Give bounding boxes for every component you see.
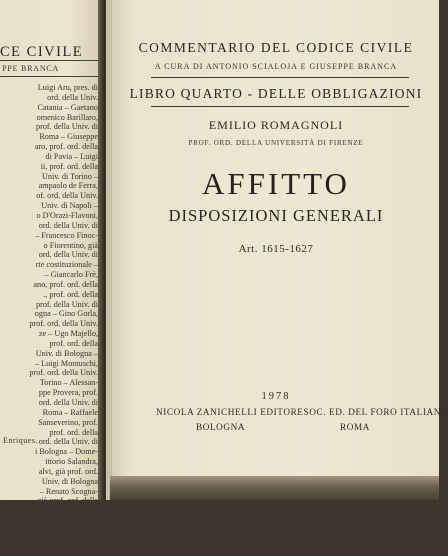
cities-row xyxy=(156,422,416,434)
contributor-line: rte costituzionale – xyxy=(35,260,98,270)
contributor-line: – Giancarlo Frè, xyxy=(44,270,98,280)
contributor-line: ord. della Univ. di xyxy=(38,220,98,230)
left-series-subtitle: PPE BRANCA xyxy=(2,64,60,73)
contributor-line: prof. della Univ. di xyxy=(36,122,98,132)
contributor-line: Roma – Giuseppe xyxy=(39,132,98,142)
contributor-line: ord. della Univ. di xyxy=(38,398,98,407)
contributors-list xyxy=(3,83,98,556)
publishers-row xyxy=(156,407,448,417)
contributor-line: – Francesco Finoc- xyxy=(35,230,98,240)
contributor-line: ord. della Univ. di xyxy=(38,250,98,260)
contributor-line: Torino – Alessan- xyxy=(39,378,98,388)
rule-top xyxy=(151,77,409,78)
contributor-line: ano, prof. ord. della xyxy=(33,279,98,289)
contributor-line: ppe Provera, prof. xyxy=(38,388,98,398)
left-rule-bottom xyxy=(0,76,98,77)
city-right: ROMA xyxy=(340,422,370,432)
contributor-line: Roma – Raffaele xyxy=(42,407,98,417)
contributor-line: di sez. della Corte xyxy=(38,535,98,545)
contributor-line: i Bologna – Dome- xyxy=(35,447,98,457)
publisher-left: NICOLA ZANICHELLI EDITORE xyxy=(156,407,304,417)
contributor-line: Luigi Aru, pres. di xyxy=(37,83,98,92)
contributor-line: Talamanca, prof. xyxy=(42,525,98,535)
contributor-line: Univ. di Bologna xyxy=(41,476,98,486)
contributor-line: prof. ord. della xyxy=(49,427,98,437)
contributor-line: ord. della Univ. di xyxy=(38,437,98,447)
contributor-line: ze – Ugo Majello, xyxy=(38,329,98,339)
author-name: EMILIO ROMAGNOLI xyxy=(208,118,344,132)
contributor-line: Univ. di Torino – xyxy=(41,171,98,181)
contributor-line: ampaolo de Ferra, xyxy=(38,181,98,191)
main-title: AFFITTO xyxy=(202,166,350,201)
article-range: Art. 1615-1627 xyxy=(238,243,314,255)
contributor-line: Catania – Gaetano xyxy=(37,102,98,112)
contributor-line: Univ. di Padova – xyxy=(39,516,98,526)
contributor-line: prof. ord. della Univ. xyxy=(29,368,98,378)
contributor-line: ittorio Salandra, xyxy=(45,457,98,467)
contributor-line: ., prof. ord. della xyxy=(43,289,98,299)
contributor-line: ii, prof. ord. della xyxy=(40,161,98,171)
title-page xyxy=(113,0,448,476)
contributor-line: – Renato Scogna- xyxy=(39,486,98,496)
publisher-right: SOC. ED. DEL FORO ITALIANO xyxy=(303,407,448,417)
left-page xyxy=(0,0,98,555)
rule-bottom xyxy=(151,106,409,107)
contributor-line: alvi, già prof. ord. xyxy=(38,466,98,476)
contributor-line: prof. ord. della Univ. xyxy=(29,319,98,329)
contributor-line: già prof. ord. della xyxy=(37,496,98,506)
contributor-line: Sanseverino, prof. xyxy=(38,417,98,427)
contributor-line: o Fiorentino, già xyxy=(43,240,98,250)
contributor-line: aro, prof. ord. della xyxy=(34,142,98,152)
contributor-line: Univ. di Napoli – xyxy=(41,201,98,211)
contributor-line: niv. di Napoli. xyxy=(51,545,98,555)
city-left: BOLOGNA xyxy=(196,422,246,432)
left-footer: Enriques. xyxy=(3,436,38,445)
subtitle: DISPOSIZIONI GENERALI xyxy=(168,206,384,225)
contributor-line: Univ. di Bologna – xyxy=(35,348,98,358)
book-bottom-edge xyxy=(110,476,439,500)
series-editors: A CURA DI ANTONIO SCIALOJA E GIUSEPPE BRANCA xyxy=(154,62,398,71)
publication-year: 1978 xyxy=(261,391,291,402)
author-role: PROF. ORD. DELLA UNIVERSITÀ DI FIRENZE xyxy=(188,139,364,147)
contributor-line: – Luigi Montuschi, xyxy=(35,358,98,368)
contributor-line: omenico Barillaro, xyxy=(36,112,98,122)
left-rule-top xyxy=(0,60,98,61)
contributor-line: prof. della Univ. di xyxy=(36,299,98,309)
contributor-line: ogna – Gino Gorla, xyxy=(34,309,98,319)
contributor-line: o D'Orazi-Flavoni, xyxy=(36,210,98,220)
contributor-line: di Pavia – Luigi xyxy=(45,151,98,161)
contributor-line: ord. della Univ. xyxy=(47,92,98,102)
contributor-line: prof. ord. della xyxy=(49,506,98,516)
contributor-line: of. ord. della Univ. xyxy=(36,191,98,201)
book-part: LIBRO QUARTO - DELLE OBBLIGAZIONI xyxy=(129,86,423,101)
left-series-title: CE CIVILE xyxy=(0,44,84,60)
series-title: COMMENTARIO DEL CODICE CIVILE xyxy=(138,40,414,55)
contributor-line: prof. ord. della xyxy=(49,338,98,348)
